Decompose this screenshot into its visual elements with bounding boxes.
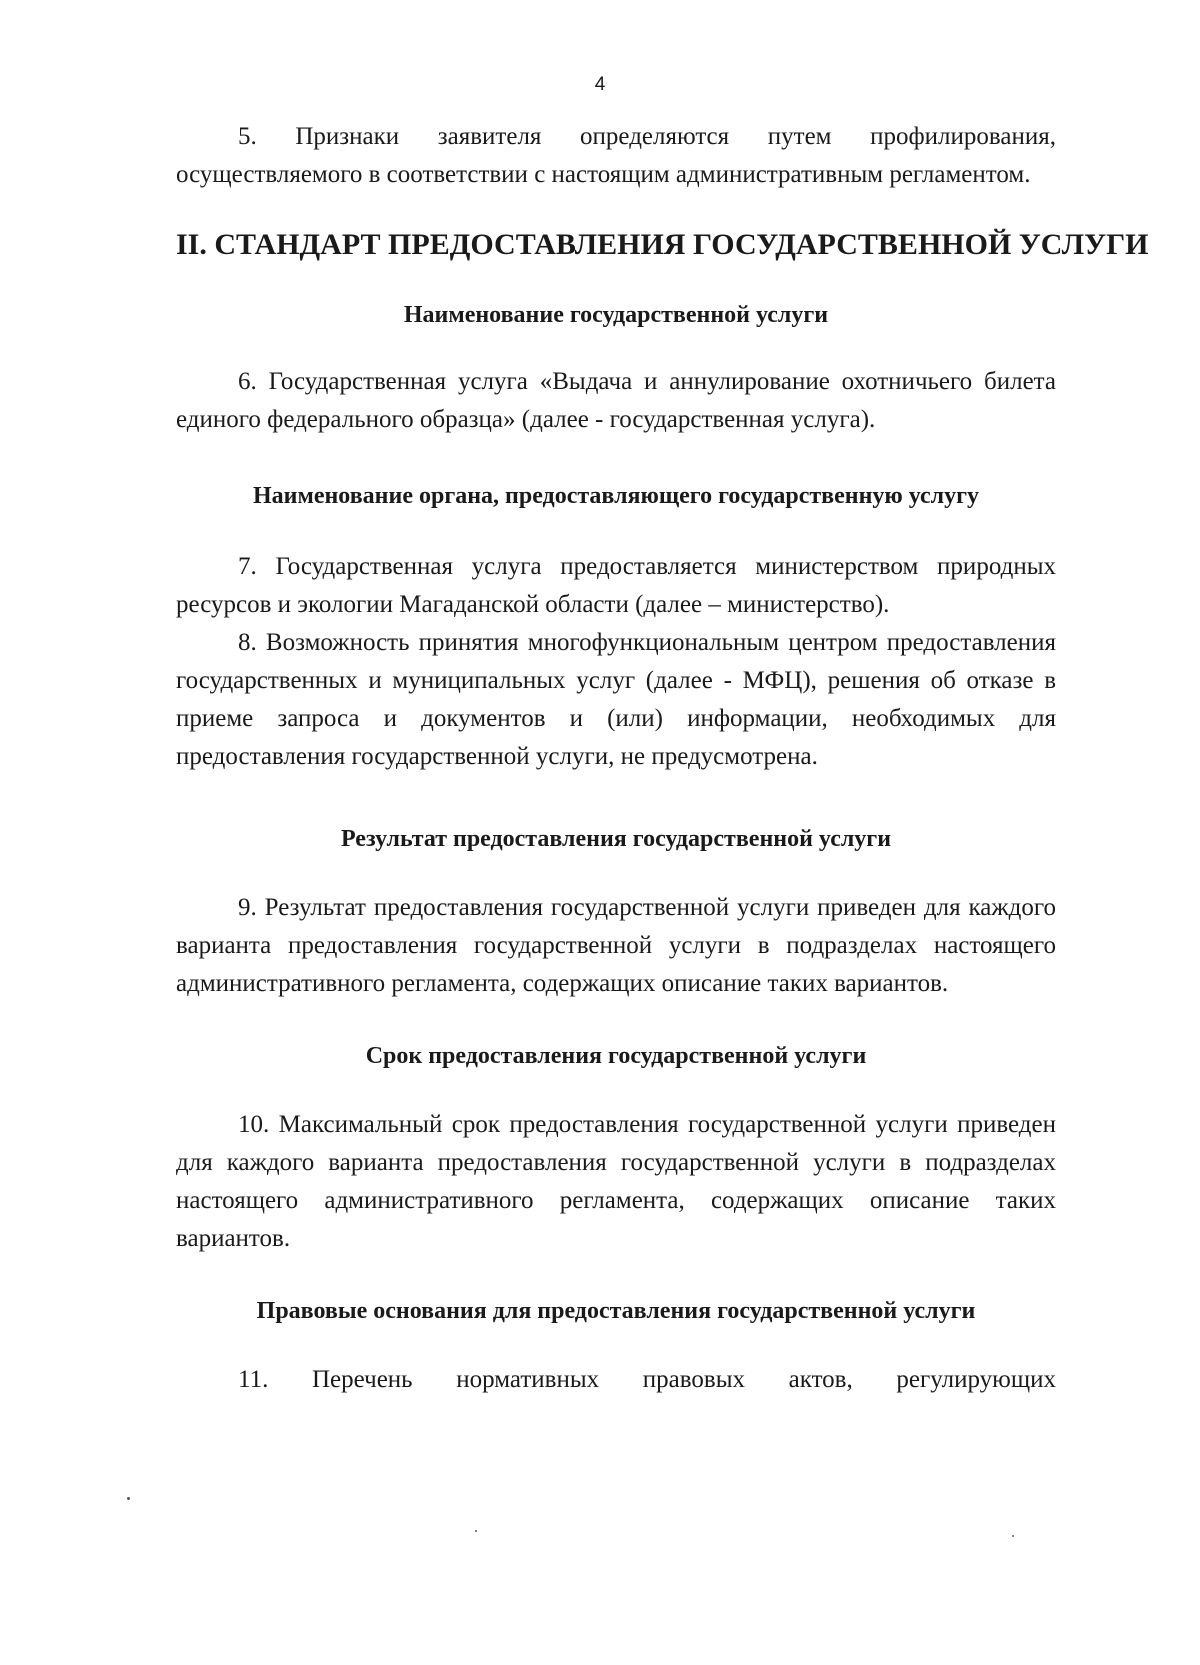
- scan-speck: [475, 1530, 477, 1532]
- page-number: 4: [594, 74, 606, 95]
- section-heading: II. СТАНДАРТ ПРЕДОСТАВЛЕНИЯ ГОСУДАРСТВЕННОЙ УСЛУГИ: [176, 228, 1149, 261]
- subheading-service-name: Наименование государственной услуги: [403, 302, 829, 328]
- paragraph-9: 9. Результат предоставления государственной услуги приведен для каждого варианта предоставления государственной услуги в подразделах настоящего административного регламента, содержащих описание таких вариантов.: [176, 894, 1056, 997]
- subheading-result: Результат предоставления государственной услуги: [340, 826, 892, 852]
- scan-speck: [127, 1497, 130, 1500]
- subheading-term: Срок предоставления государственной услуги: [365, 1043, 867, 1069]
- document-body: [176, 118, 1149, 1399]
- paragraph-8: 8. Возможность принятия многофункциональным центром предоставления государственных и муниципальных услуг (далее - МФЦ), решения об отказе в приеме запроса и документов и (или) информации, необходимых для предоставления государственной услуги, не предусмотрена.: [176, 629, 1056, 770]
- paragraph-11: 11. Перечень нормативных правовых актов, регулирующих: [238, 1366, 1056, 1393]
- paragraph-6: 6. Государственная услуга «Выдача и аннулирование охотничьего билета единого федерального образца» (далее - государственная услуга).: [176, 368, 1056, 433]
- paragraph-7: 7. Государственная услуга предоставляется министерством природных ресурсов и экологии Магаданской области (далее – министерство).: [176, 553, 1056, 618]
- subheading-authority: Наименование органа, предоставляющего государственную услугу: [252, 483, 980, 509]
- paragraph-5: 5. Признаки заявителя определяются путем профилирования, осуществляемого в соответствии с настоящим административным регламентом.: [176, 123, 1056, 188]
- subheading-legal-basis: Правовые основания для предоставления государственной услуги: [256, 1298, 976, 1324]
- paragraph-10: 10. Максимальный срок предоставления государственной услуги приведен для каждого варианта предоставления государственной услуги в подразделах настоящего административного регламента, содержащих описание таких вариантов.: [176, 1111, 1056, 1252]
- scan-speck: [1012, 1535, 1014, 1537]
